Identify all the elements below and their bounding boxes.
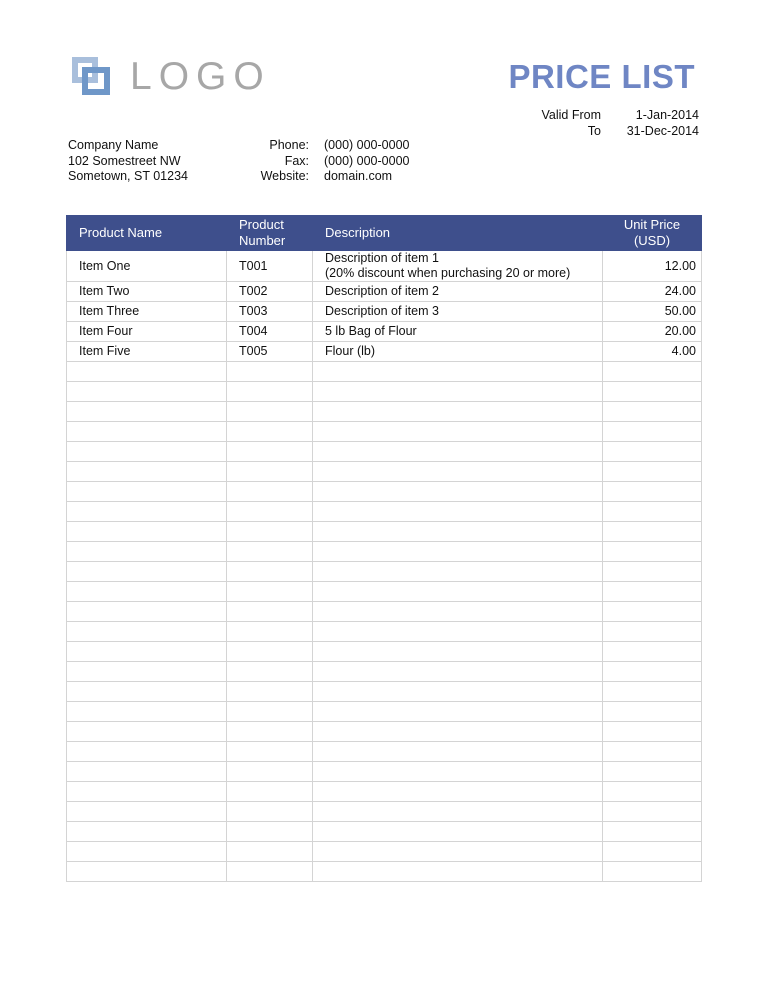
cell-product-name[interactable]: Item Three [67, 302, 227, 322]
cell-unit-price[interactable] [603, 682, 702, 702]
cell-unit-price[interactable] [603, 522, 702, 542]
table-row-empty [67, 602, 702, 622]
cell-product-number[interactable]: T002 [227, 282, 313, 302]
cell-unit-price[interactable] [603, 802, 702, 822]
cell-product-name[interactable]: Item One [67, 251, 227, 282]
cell-description[interactable] [313, 542, 603, 562]
cell-unit-price[interactable]: 24.00 [603, 282, 702, 302]
validity-period [531, 107, 699, 139]
cell-product-name[interactable] [67, 562, 227, 582]
table-row-empty [67, 802, 702, 822]
cell-product-name[interactable] [67, 782, 227, 802]
header-unit-price: Unit Price (USD) [603, 216, 702, 251]
cell-unit-price[interactable] [603, 842, 702, 862]
cell-product-name[interactable] [67, 462, 227, 482]
cell-description[interactable]: Flour (lb) [313, 342, 603, 362]
cell-product-number[interactable] [227, 702, 313, 722]
table-row-empty [67, 522, 702, 542]
cell-unit-price[interactable] [603, 422, 702, 442]
cell-unit-price[interactable] [603, 742, 702, 762]
cell-product-name[interactable] [67, 362, 227, 382]
cell-unit-price[interactable] [603, 582, 702, 602]
cell-description[interactable] [313, 462, 603, 482]
cell-description[interactable] [313, 802, 603, 822]
cell-product-name[interactable] [67, 682, 227, 702]
cell-product-number[interactable] [227, 782, 313, 802]
table-row-empty [67, 402, 702, 422]
cell-product-name[interactable] [67, 862, 227, 882]
cell-unit-price[interactable] [603, 482, 702, 502]
cell-product-number[interactable] [227, 482, 313, 502]
cell-description[interactable] [313, 382, 603, 402]
cell-description[interactable] [313, 782, 603, 802]
cell-product-number[interactable] [227, 622, 313, 642]
cell-description[interactable] [313, 742, 603, 762]
phone-value[interactable]: (000) 000-0000 [324, 138, 410, 152]
page-title: PRICE LIST [508, 58, 695, 95]
cell-description[interactable] [313, 662, 603, 682]
cell-product-name[interactable]: Item Four [67, 322, 227, 342]
table-row-empty [67, 442, 702, 462]
table-row-empty [67, 622, 702, 642]
table-row-empty [67, 762, 702, 782]
cell-product-number[interactable] [227, 662, 313, 682]
cell-unit-price[interactable] [603, 362, 702, 382]
cell-description[interactable] [313, 722, 603, 742]
cell-unit-price[interactable] [603, 402, 702, 422]
table-row-empty [67, 542, 702, 562]
table-row-empty [67, 842, 702, 862]
price-table [66, 215, 702, 882]
cell-description[interactable] [313, 582, 603, 602]
cell-product-number[interactable] [227, 722, 313, 742]
cell-description[interactable]: Description of item 1 (20% discount when purchasing 20 or more) [313, 251, 603, 282]
cell-unit-price[interactable] [603, 762, 702, 782]
cell-product-name[interactable] [67, 762, 227, 782]
valid-to-value[interactable]: 31-Dec-2014 [626, 124, 699, 138]
table-row-empty [67, 422, 702, 442]
table-row-empty [67, 382, 702, 402]
table-row-empty [67, 362, 702, 382]
table-row-empty [67, 662, 702, 682]
cell-description[interactable] [313, 422, 603, 442]
cell-product-name[interactable] [67, 422, 227, 442]
cell-description[interactable] [313, 622, 603, 642]
header-product-number: Product Number [227, 216, 313, 251]
contact-info [240, 138, 409, 185]
cell-unit-price[interactable] [603, 662, 702, 682]
company-info [68, 138, 188, 185]
company-address-line2[interactable]: Sometown, ST 01234 [68, 169, 188, 183]
company-address-line1[interactable]: 102 Somestreet NW [68, 153, 181, 168]
cell-product-number[interactable]: T003 [227, 302, 313, 322]
cell-product-name[interactable] [67, 602, 227, 622]
cell-product-name[interactable] [67, 722, 227, 742]
cell-unit-price[interactable] [603, 822, 702, 842]
cell-unit-price[interactable] [603, 782, 702, 802]
website-value[interactable]: domain.com [324, 169, 393, 183]
cell-product-name[interactable] [67, 642, 227, 662]
valid-from-label: Valid From [541, 108, 601, 122]
cell-unit-price[interactable] [603, 702, 702, 722]
table-header-row [67, 216, 702, 251]
cell-product-name[interactable] [67, 582, 227, 602]
cell-unit-price[interactable] [603, 862, 702, 882]
cell-unit-price[interactable] [603, 502, 702, 522]
cell-product-name[interactable] [67, 402, 227, 422]
cell-unit-price[interactable]: 20.00 [603, 322, 702, 342]
cell-description[interactable] [313, 562, 603, 582]
cell-product-name[interactable] [67, 382, 227, 402]
table-row-empty [67, 822, 702, 842]
table-row [67, 282, 702, 302]
table-row-empty [67, 502, 702, 522]
cell-description[interactable] [313, 402, 603, 422]
table-row [67, 322, 702, 342]
cell-description[interactable]: Description of item 2 [313, 282, 603, 302]
table-row [67, 342, 702, 362]
cell-product-number[interactable] [227, 442, 313, 462]
cell-product-number[interactable] [227, 862, 313, 882]
cell-description[interactable] [313, 522, 603, 542]
cell-unit-price[interactable] [603, 382, 702, 402]
cell-product-number[interactable] [227, 742, 313, 762]
cell-product-number[interactable] [227, 542, 313, 562]
cell-product-number[interactable]: T001 [227, 251, 313, 282]
cell-product-name[interactable]: Item Five [67, 342, 227, 362]
cell-product-name[interactable] [67, 542, 227, 562]
cell-product-number[interactable] [227, 402, 313, 422]
cell-unit-price[interactable]: 4.00 [603, 342, 702, 362]
cell-product-number[interactable] [227, 822, 313, 842]
logo-square-front-icon [82, 67, 110, 95]
cell-product-number[interactable] [227, 362, 313, 382]
cell-product-name[interactable] [67, 622, 227, 642]
cell-product-number[interactable] [227, 522, 313, 542]
cell-unit-price[interactable] [603, 642, 702, 662]
fax-label: Fax: [284, 153, 309, 168]
company-name[interactable]: Company Name [68, 138, 159, 152]
cell-unit-price[interactable]: 12.00 [603, 251, 702, 282]
cell-product-number[interactable] [227, 422, 313, 442]
cell-unit-price[interactable] [603, 562, 702, 582]
cell-description[interactable] [313, 822, 603, 842]
cell-product-number[interactable] [227, 562, 313, 582]
cell-product-name[interactable] [67, 482, 227, 502]
table-row-empty [67, 782, 702, 802]
table-row-empty [67, 482, 702, 502]
cell-product-name[interactable] [67, 802, 227, 822]
header-description: Description [313, 216, 603, 251]
cell-product-number[interactable] [227, 602, 313, 622]
cell-product-name[interactable] [67, 742, 227, 762]
cell-description[interactable] [313, 482, 603, 502]
cell-product-number[interactable]: T004 [227, 322, 313, 342]
cell-product-name[interactable] [67, 702, 227, 722]
phone-label: Phone: [269, 138, 309, 152]
cell-description[interactable] [313, 842, 603, 862]
table-row-empty [67, 722, 702, 742]
cell-product-name[interactable] [67, 842, 227, 862]
cell-product-number[interactable] [227, 502, 313, 522]
cell-description[interactable] [313, 362, 603, 382]
cell-product-number[interactable] [227, 582, 313, 602]
cell-description[interactable] [313, 702, 603, 722]
cell-description[interactable]: Description of item 3 [313, 302, 603, 322]
cell-product-name[interactable] [67, 662, 227, 682]
cell-product-name[interactable] [67, 822, 227, 842]
cell-unit-price[interactable] [603, 542, 702, 562]
cell-description[interactable] [313, 442, 603, 462]
cell-unit-price[interactable] [603, 602, 702, 622]
table-row-empty [67, 862, 702, 882]
table-row-empty [67, 582, 702, 602]
cell-description[interactable] [313, 862, 603, 882]
cell-description[interactable] [313, 642, 603, 662]
header-product-name: Product Name [67, 216, 227, 251]
logo-text: LOGO [130, 55, 271, 98]
cell-product-number[interactable] [227, 462, 313, 482]
cell-product-number[interactable] [227, 762, 313, 782]
cell-description[interactable]: 5 lb Bag of Flour [313, 322, 603, 342]
table-row-empty [67, 462, 702, 482]
cell-description[interactable] [313, 762, 603, 782]
cell-product-number[interactable] [227, 642, 313, 662]
cell-product-name[interactable]: Item Two [67, 282, 227, 302]
valid-from-value[interactable]: 1-Jan-2014 [635, 108, 699, 122]
cell-product-number[interactable] [227, 802, 313, 822]
table-row-empty [67, 562, 702, 582]
fax-value[interactable]: (000) 000-0000 [324, 153, 410, 168]
cell-product-number[interactable]: T005 [227, 342, 313, 362]
table-row-empty [67, 642, 702, 662]
cell-product-number[interactable] [227, 382, 313, 402]
valid-to-label: To [587, 124, 601, 138]
table-row [67, 302, 702, 322]
cell-unit-price[interactable] [603, 442, 702, 462]
table-row-empty [67, 682, 702, 702]
cell-description[interactable] [313, 682, 603, 702]
cell-unit-price[interactable] [603, 722, 702, 742]
cell-product-name[interactable] [67, 522, 227, 542]
cell-unit-price[interactable]: 50.00 [603, 302, 702, 322]
cell-product-number[interactable] [227, 842, 313, 862]
cell-product-number[interactable] [227, 682, 313, 702]
table-row-empty [67, 742, 702, 762]
website-label: Website: [260, 169, 309, 183]
cell-product-name[interactable] [67, 442, 227, 462]
cell-description[interactable] [313, 502, 603, 522]
cell-unit-price[interactable] [603, 462, 702, 482]
cell-description[interactable] [313, 602, 603, 622]
cell-unit-price[interactable] [603, 622, 702, 642]
table-row [67, 251, 702, 282]
cell-product-name[interactable] [67, 502, 227, 522]
table-row-empty [67, 702, 702, 722]
